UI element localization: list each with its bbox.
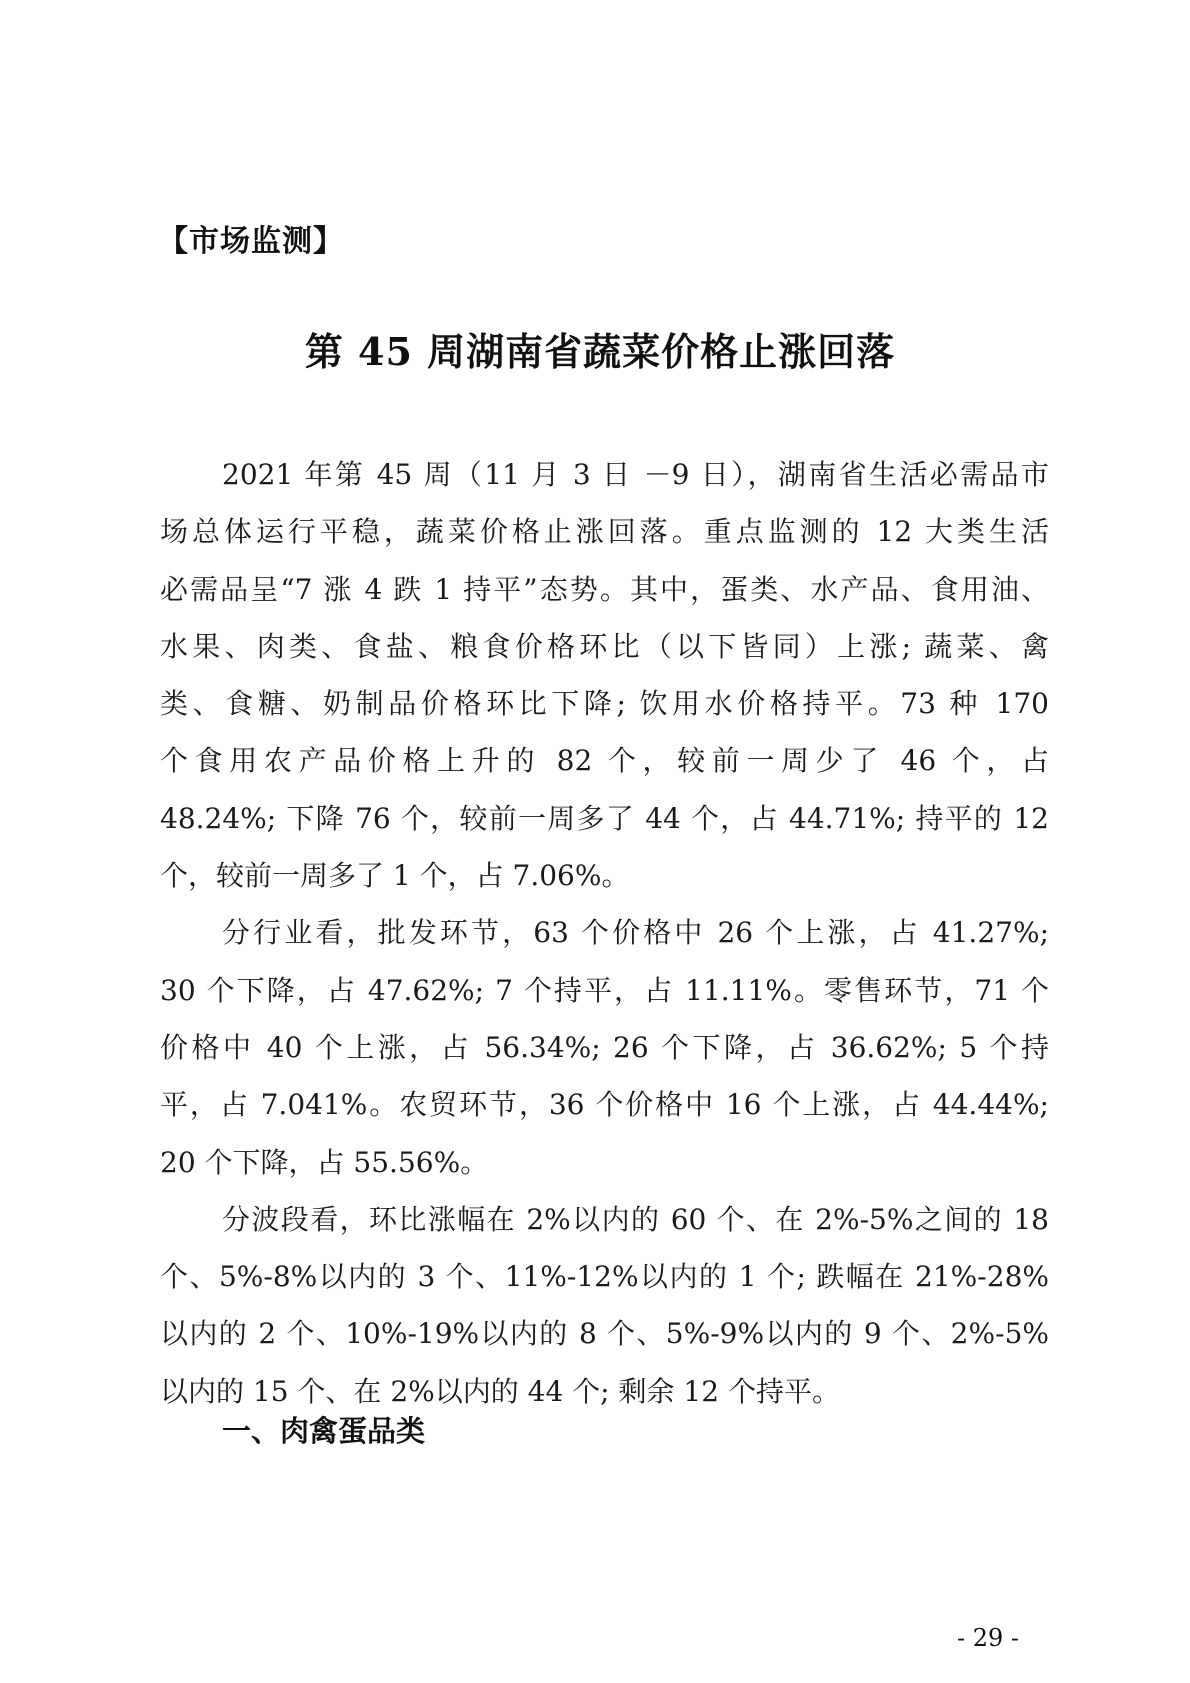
text-line: 30 个下降，占 47.62%; 7 个持平，占 11.11%。零售环节，71 个 [160,973,1049,1007]
text-line: 价格中 40 个上涨，占 56.34%; 26 个下降，占 36.62%; 5 个持 [160,1030,1049,1064]
section-tag: 【市场监测】 [158,224,344,259]
text-line: 分波段看，环比涨幅在 2%以内的 60 个、在 2%-5%之间的 18 [222,1202,1049,1236]
text-line: 2021 年第 45 周（11 月 3 日 －9 日），湖南省生活必需品市 [222,458,1049,491]
text-line: 类、食糖、奶制品价格环比下降; 饮用水价格持平。73 种 170 [160,687,1049,721]
paragraph-by-range [160,1191,1049,1420]
text-line: 场总体运行平稳，蔬菜价格止涨回落。重点监测的 12 大类生活 [160,515,1049,549]
text-line: 个，较前一周多了 1 个，占 7.06%。 [160,859,630,893]
text-line: 个、5%-8%以内的 3 个、11%-12%以内的 1 个; 跌幅在 21%-28% [160,1260,1049,1294]
text-line: 分行业看，批发环节，63 个价格中 26 个上涨，占 41.27%; [222,916,1049,950]
text-line: 48.24%; 下降 76 个，较前一周多了 44 个，占 44.71%; 持平的 12 [160,801,1049,835]
text-line: 必需品呈“7 涨 4 跌 1 持平”态势。其中，蛋类、水产品、食用油、 [160,572,1049,606]
article-title: 第 45 周湖南省蔬菜价格止涨回落 [304,329,896,374]
article-body [160,446,1049,1420]
page-number: - 29 - [957,1624,1020,1652]
paragraph-overview [160,446,1049,904]
text-line: 20 个下降，占 55.56%。 [160,1145,489,1179]
text-line: 平，占 7.041%。农贸环节，36 个价格中 16 个上涨，占 44.44%; [160,1088,1049,1122]
text-line: 个食用农产品价格上升的 82 个，较前一周少了 46 个，占 [160,744,1049,778]
text-line: 以内的 15 个、在 2%以内的 44 个; 剩余 12 个持平。 [160,1374,840,1408]
text-line: 以内的 2 个、10%-19%以内的 8 个、5%-9%以内的 9 个、2%-5% [160,1317,1049,1351]
section-heading: 一、肉禽蛋品类 [222,1414,426,1448]
paragraph-by-sector [160,904,1049,1190]
text-line: 水果、肉类、食盐、粮食价格环比（以下皆同）上涨; 蔬菜、禽 [160,629,1049,663]
